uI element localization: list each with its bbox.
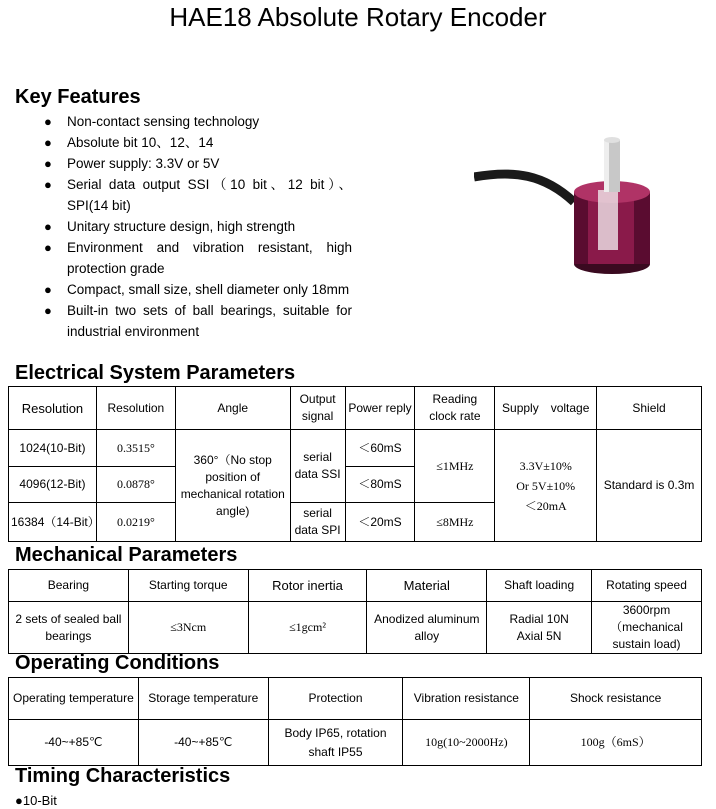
header-operating-temp: Operating temperature [9,678,139,720]
header-power: Power reply [345,387,415,430]
clock-spi-cell: ≤8MHz [415,503,495,542]
header-shock: Shock resistance [530,678,702,720]
header-shield: Shield [597,387,702,430]
bearing-value: 2 sets of sealed ball bearings [9,602,129,654]
header-material: Material [367,570,487,602]
clock-ssi-cell: ≤1MHz [415,430,495,503]
material-value: Anodized aluminum alloy [367,602,487,654]
key-features-list [44,111,352,342]
res-cell: 1024(10-Bit) [9,430,97,467]
power-cell: ＜60mS [345,430,415,467]
supply-cell [495,430,597,542]
protection-value: Body IP65, rotation shaft IP55 [268,720,403,766]
shield-cell: Standard is 0.3m [597,430,702,542]
feature-item: ● Power supply: 3.3V or 5V [44,153,352,174]
torque-value: ≤3Ncm [128,602,248,654]
operating-table [8,677,702,766]
header-bearing: Bearing [9,570,129,602]
header-storage-temp: Storage temperature [138,678,268,720]
res-cell: 16384（14-Bit） [9,503,97,542]
power-cell: ＜20mS [345,503,415,542]
shaft-loading-value [487,602,592,654]
feature-item: ● Environment and vibration resistant, high protection grade [44,237,352,279]
mechanical-table [8,569,702,654]
electrical-heading: Electrical System Parameters [15,362,296,384]
supply-value-alt: Or 5V±10% [516,478,576,493]
electrical-table [8,386,702,542]
timing-item: ●10-Bit [15,793,57,808]
encoder-photo [474,132,674,282]
rotating-speed-value: 3600rpm（mechanical sustain load) [592,602,702,654]
header-resolution-deg: Resolution [96,387,175,430]
deg-cell: 0.0878° [96,467,175,503]
header-inertia: Rotor inertia [248,570,367,602]
feature-item: ● Absolute bit 10、12、14 [44,132,352,153]
key-features-heading: Key Features [15,86,141,108]
feature-item: ● Non-contact sensing technology [44,111,352,132]
header-torque: Starting torque [128,570,248,602]
deg-cell: 0.3515° [96,430,175,467]
power-cell: ＜80mS [345,467,415,503]
timing-heading: Timing Characteristics [15,765,231,787]
vibration-value: 10g(10~2000Hz) [403,720,530,766]
angle-cell: 360°（No stop position of mechanical rotation angle) [175,430,290,542]
operating-heading: Operating Conditions [15,652,220,674]
page-title: HAE18 Absolute Rotary Encoder [169,2,547,32]
header-shaft-loading: Shaft loading [487,570,592,602]
encoder-cable [474,174,574,202]
feature-item: ● Unitary structure design, high strength [44,216,352,237]
operating-temp-value: -40~+85℃ [9,720,139,766]
header-rotating-speed: Rotating speed [592,570,702,602]
encoder-label [598,190,618,250]
header-angle: Angle [175,387,290,430]
header-resolution: Resolution [9,387,97,430]
feature-item: ● Serial data output SSI（10 bit、12 bit）、SPI(14 bit) [44,174,352,216]
output-spi-cell: serial data SPI [290,503,345,542]
feature-item: ● Built-in two sets of ball bearings, suitable for industrial environment [44,300,352,342]
supply-current: ＜20mA [524,498,567,513]
output-ssi-cell: serial data SSI [290,430,345,503]
shock-value: 100g（6mS） [530,720,702,766]
header-protection: Protection [268,678,403,720]
shaft-axial: Axial 5N [516,628,562,643]
shaft-radial: Radial 10N [509,611,569,626]
inertia-value: ≤1gcm² [248,602,367,654]
feature-item: ● Compact, small size, shell diameter only 18mm [44,279,352,300]
header-reading: Reading clock rate [415,387,495,430]
deg-cell: 0.0219° [96,503,175,542]
header-supply: Supply voltage [495,387,597,430]
res-cell: 4096(12-Bit) [9,467,97,503]
header-vibration: Vibration resistance [403,678,530,720]
header-output: Output signal [290,387,345,430]
mechanical-heading: Mechanical Parameters [15,544,238,566]
supply-value: 3.3V±10% [519,458,572,473]
bullet-icon: ● [15,793,23,808]
storage-temp-value: -40~+85℃ [138,720,268,766]
